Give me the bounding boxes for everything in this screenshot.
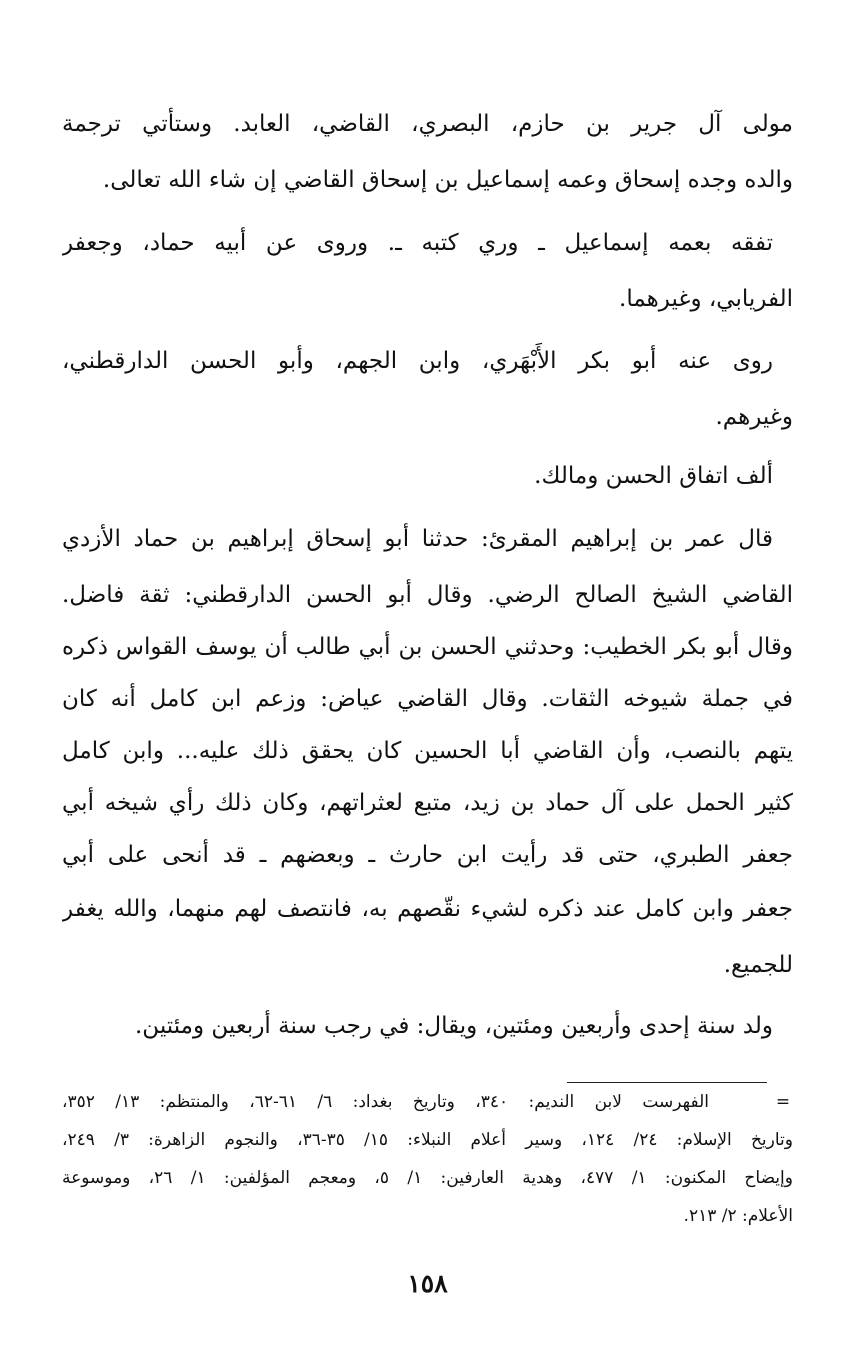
- footnote-separator: [567, 1082, 767, 1083]
- footnote-line-2: وتاريخ الإسلام: ٢٤/ ١٢٤، وسير أعلام النبلاء: ١٥/ ٣٥-٣٦، والنجوم الزاهرة: ٣/ ٢٤٩،: [62, 1130, 793, 1150]
- body-line-1: مولى آل جرير بن حازم، البصري، القاضي، العابد. وستأتي ترجمة: [62, 111, 793, 137]
- body-line-16: للجميع.: [723, 952, 793, 978]
- body-line-11: في جملة شيوخه الثقات. وقال القاضي عياض: وزعم ابن كامل أنه كان: [62, 686, 793, 712]
- body-line-17: ولد سنة إحدى وأربعين ومئتين، ويقال: في رجب سنة أربعين ومئتين.: [135, 1013, 773, 1039]
- body-line-6: وغيرهم.: [715, 404, 793, 430]
- footnote-line-4: الأعلام: ٢/ ٢١٣.: [683, 1206, 793, 1226]
- footnote-line-3: وإيضاح المكنون: ١/ ٤٧٧، وهدية العارفين: ١/ ٥، ومعجم المؤلفين: ١/ ٢٦، وموسوعة: [62, 1168, 793, 1188]
- body-line-5: روى عنه أبو بكر الأَبْهَري، وابن الجهم، وأبو الحسن الدارقطني،: [62, 348, 773, 374]
- body-line-13: كثير الحمل على آل حماد بن زيد، متبع لعثراتهم، وكان ذلك رأي شيخه أبي: [62, 790, 793, 816]
- footnote-line-1: الفهرست لابن النديم: ٣٤٠، وتاريخ بغداد: ٦/ ٦١-٦٢، والمنتظم: ١٣/ ٣٥٢،: [62, 1092, 709, 1112]
- body-line-15: جعفر وابن كامل عند ذكره لشيء نقّصهم به، فانتصف لهم منهما، والله يغفر: [62, 896, 793, 922]
- body-line-2: والده وجده إسحاق وعمه إسماعيل بن إسحاق القاضي إن شاء الله تعالى.: [102, 167, 793, 193]
- body-line-7: ألف اتفاق الحسن ومالك.: [534, 463, 773, 489]
- body-line-9: القاضي الشيخ الصالح الرضي. وقال أبو الحسن الدارقطني: ثقة فاضل.: [62, 582, 793, 608]
- page-number: ١٥٨: [407, 1269, 448, 1298]
- body-line-3: تفقه بعمه إسماعيل ـ وري كتبه ـ. وروى عن أبيه حماد، وجعفر: [62, 230, 773, 256]
- footnote-continuation-marker: =: [775, 1092, 791, 1112]
- body-line-14: جعفر الطبري، حتى قد رأيت ابن حارث ـ وبعضهم ـ قد أنحى على أبي: [62, 842, 793, 868]
- body-line-10: وقال أبو بكر الخطيب: وحدثني الحسن بن أبي طالب أن يوسف القواس ذكره: [62, 634, 793, 660]
- body-line-12: يتهم بالنصب، وأن القاضي أبا الحسين كان يحقق ذلك عليه... وابن كامل: [62, 738, 793, 764]
- body-line-4: الفريابي، وغيرهما.: [619, 286, 793, 312]
- body-line-8: قال عمر بن إبراهيم المقرئ: حدثنا أبو إسحاق إبراهيم بن حماد الأزدي: [62, 526, 773, 552]
